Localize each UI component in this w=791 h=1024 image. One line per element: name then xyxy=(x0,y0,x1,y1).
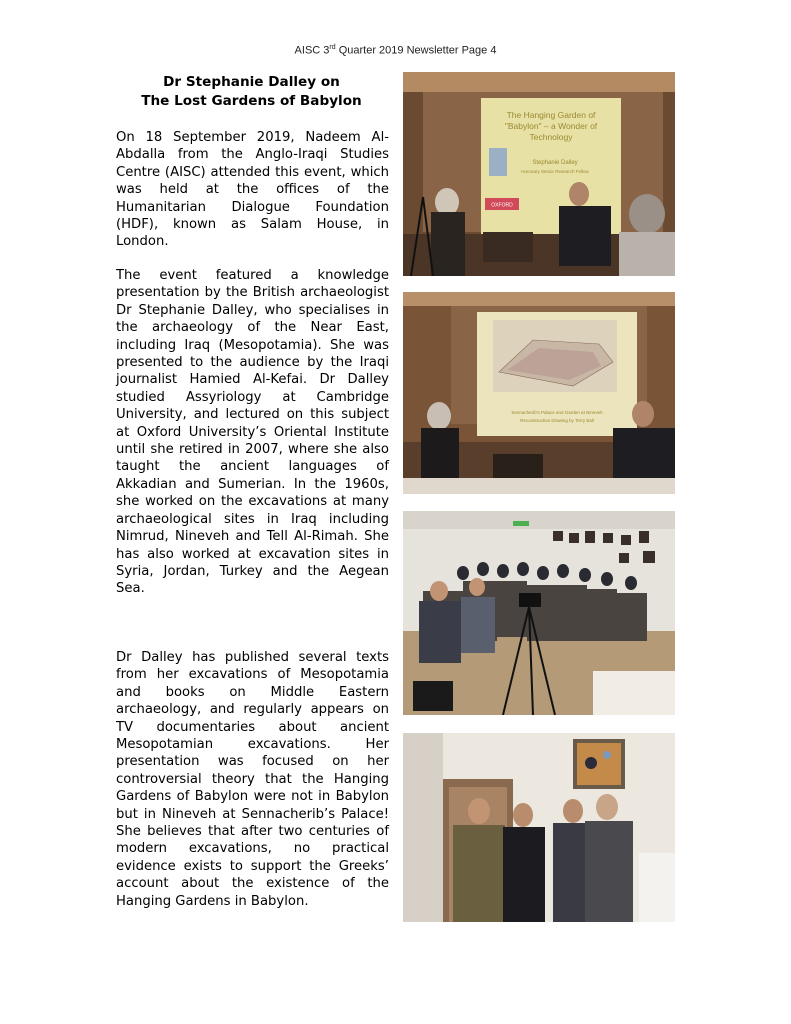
paragraph-2: The event featured a knowledge presentation by the British archaeologist Dr Stephanie Dalley, who specialises in the archaeology of the Near East, including Iraq (Mesopotamia). She was presented to the audience by the Iraqi journalist Hamied Al-Kefai. Dr Dalley studied Assyriology at Cambridge University, and lectured on this subject at Oxford University’s Oriental Institute until she retired in 2007, where she also taught the ancient languages of Akkadian and Sumerian. In the 1960s, she worked on the excavations at many archaeological sites in Iraq including Nimrud, Nineveh and Tell Al-Rimah. She has also worked at excavation sites in Syria, Jordan, Turkey and the Aegean Sea. xyxy=(116,268,389,597)
photo-audience xyxy=(403,511,675,715)
title-line-2: The Lost Gardens of Babylon xyxy=(141,93,362,109)
svg-text:Honorary Senior Research Fello: Honorary Senior Research Fellow xyxy=(521,169,589,174)
svg-text:Reconstruction Drawing by Terr: Reconstruction Drawing by Terry Ball xyxy=(520,418,594,423)
paragraph-3: Dr Dalley has published several texts from her excavations of Mesopotamia and books on Middle Eastern archaeology, and regularly appears on TV documentaries about ancient Mesopotamian excavations. Her presentation was focused on her controversial theory that the Hanging Gardens of Babylon were not in Babylon but in Nineveh at Sennacherib’s Palace! She believes that after two centuries of modern excavations, no practical evidence exists to support the Greeks’ account about the existence of the Hanging Gardens in Babylon. xyxy=(116,650,389,909)
svg-text:The Hanging Garden of: The Hanging Garden of xyxy=(506,110,596,120)
title-line-1: Dr Stephanie Dalley on xyxy=(163,74,340,90)
page-header: AISC 3rd Quarter 2019 Newsletter Page 4 xyxy=(294,44,497,57)
svg-text:Technology: Technology xyxy=(529,132,573,142)
svg-text:Sennacherib's Palace and Garde: Sennacherib's Palace and Garden at Nineveh xyxy=(511,410,603,415)
photo-presentation-title xyxy=(403,72,675,276)
photo-reconstruction-slide xyxy=(403,292,675,494)
paragraph-1: On 18 September 2019, Nadeem Al-Abdalla from the Anglo-Iraqi Studies Centre (AISC) attended this event, which was held at the offices of the Humanitarian Dialogue Foundation (HDF), known as Salam House, in London. xyxy=(116,130,389,250)
svg-text:OXFORD: OXFORD xyxy=(491,202,513,209)
article-title xyxy=(114,73,389,111)
photo-group xyxy=(403,733,675,922)
svg-text:"Babylon" – a Wonder of: "Babylon" – a Wonder of xyxy=(504,121,598,131)
svg-text:Stephanie Dalley: Stephanie Dalley xyxy=(532,160,578,166)
